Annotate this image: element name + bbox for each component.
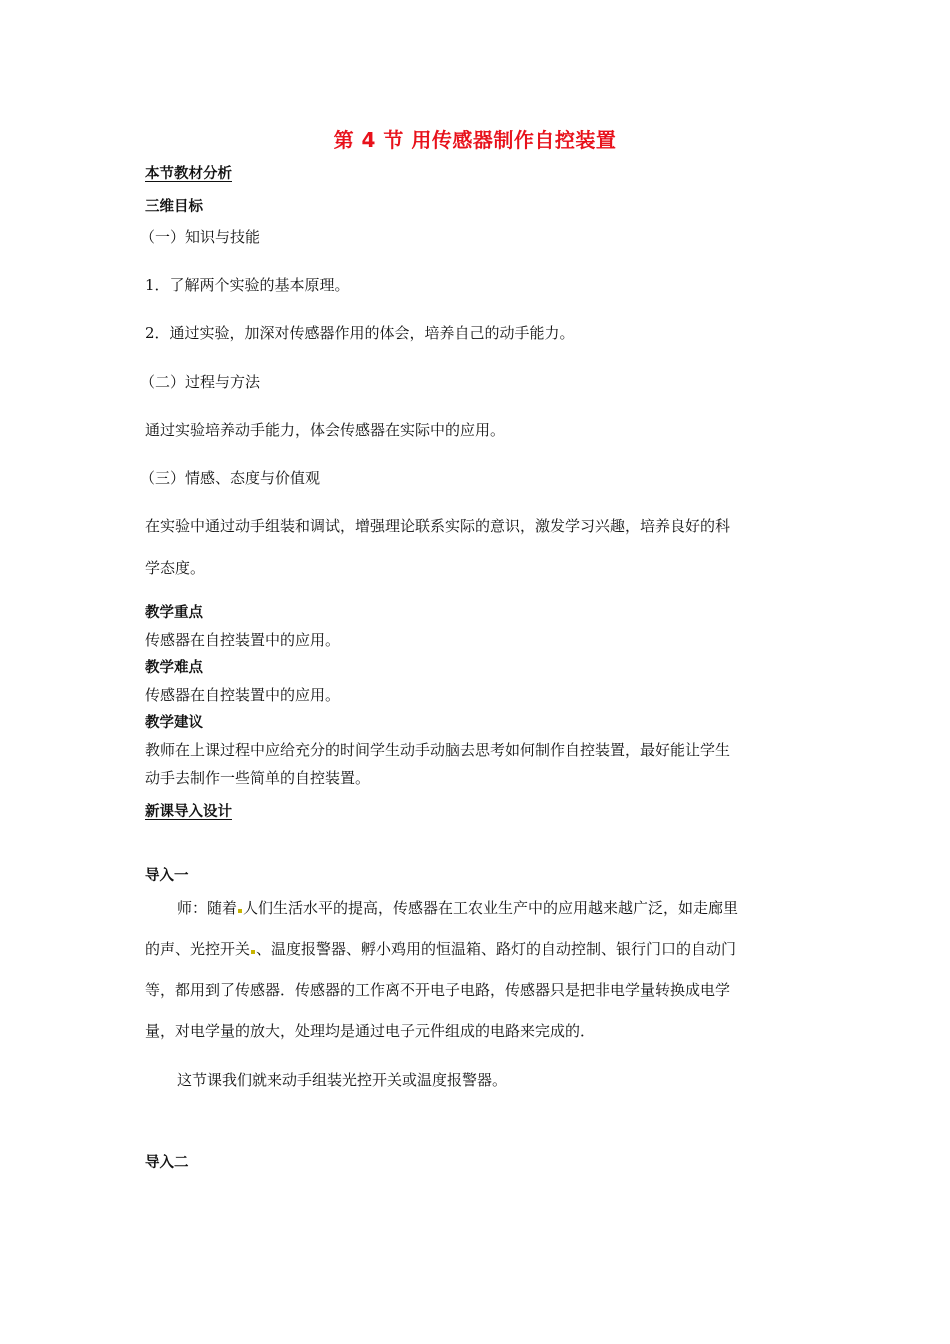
process-heading: （二）过程与方法 (140, 373, 261, 391)
goals-heading: 三维目标 (145, 199, 203, 215)
intro-design-heading: 新课导入设计 (145, 804, 232, 820)
difficulty-text: 传感器在自控装置中的应用。 (145, 686, 341, 704)
knowledge-item-2: 2．通过实验，加深对传感器作用的体会，培养自己的动手能力。 (145, 324, 575, 342)
key-text: 传感器在自控装置中的应用。 (145, 631, 341, 649)
intro1-line-3: 等，都用到了传感器．传感器的工作离不开电子电路，传感器只是把非电学量转换成电学 (145, 981, 731, 999)
knowledge-heading: （一）知识与技能 (140, 228, 261, 246)
intro1-line-1-part-b: 人们生活水平的提高，传感器在工农业生产中的应用越来越广泛，如走廊里 (243, 899, 739, 917)
intro1-line-5: 这节课我们就来动手组装光控开关或温度报警器。 (177, 1071, 508, 1089)
intro2-heading: 导入二 (145, 1155, 189, 1171)
emotion-text-line-2: 学态度。 (145, 559, 206, 577)
advice-heading: 教学建议 (145, 715, 203, 731)
advice-text-line-2: 动手去制作一些简单的自控装置。 (145, 769, 371, 787)
emotion-text-line-1: 在实验中通过动手组装和调试，增强理论联系实际的意识，激发学习兴趣，培养良好的科 (145, 517, 731, 535)
process-text: 通过实验培养动手能力，体会传感器在实际中的应用。 (145, 421, 506, 439)
intro1-heading: 导入一 (145, 868, 189, 884)
intro1-line-2 (145, 939, 736, 959)
intro1-line-2-part-b: 、温度报警器、孵小鸡用的恒温箱、路灯的自动控制、银行门口的自动门 (256, 940, 737, 958)
highlight-mark (238, 909, 242, 913)
knowledge-item-1: 1．了解两个实验的基本原理。 (145, 276, 350, 294)
analysis-heading: 本节教材分析 (145, 166, 232, 182)
key-heading: 教学重点 (145, 605, 203, 621)
intro1-line-4: 量，对电学量的放大，处理均是通过电子元件组成的电路来完成的． (145, 1022, 596, 1040)
highlight-mark (251, 950, 255, 954)
intro1-line-1 (177, 898, 738, 918)
page-title: 第 4 节 用传感器制作自控装置 (333, 128, 617, 152)
intro1-line-1-part-a: 师：随着 (177, 899, 238, 917)
advice-text-line-1: 教师在上课过程中应给充分的时间学生动手动脑去思考如何制作自控装置，最好能让学生 (145, 741, 731, 759)
intro1-line-2-part-a: 的声、光控开关 (145, 940, 251, 958)
emotion-heading: （三）情感、态度与价值观 (140, 469, 321, 487)
difficulty-heading: 教学难点 (145, 660, 203, 676)
